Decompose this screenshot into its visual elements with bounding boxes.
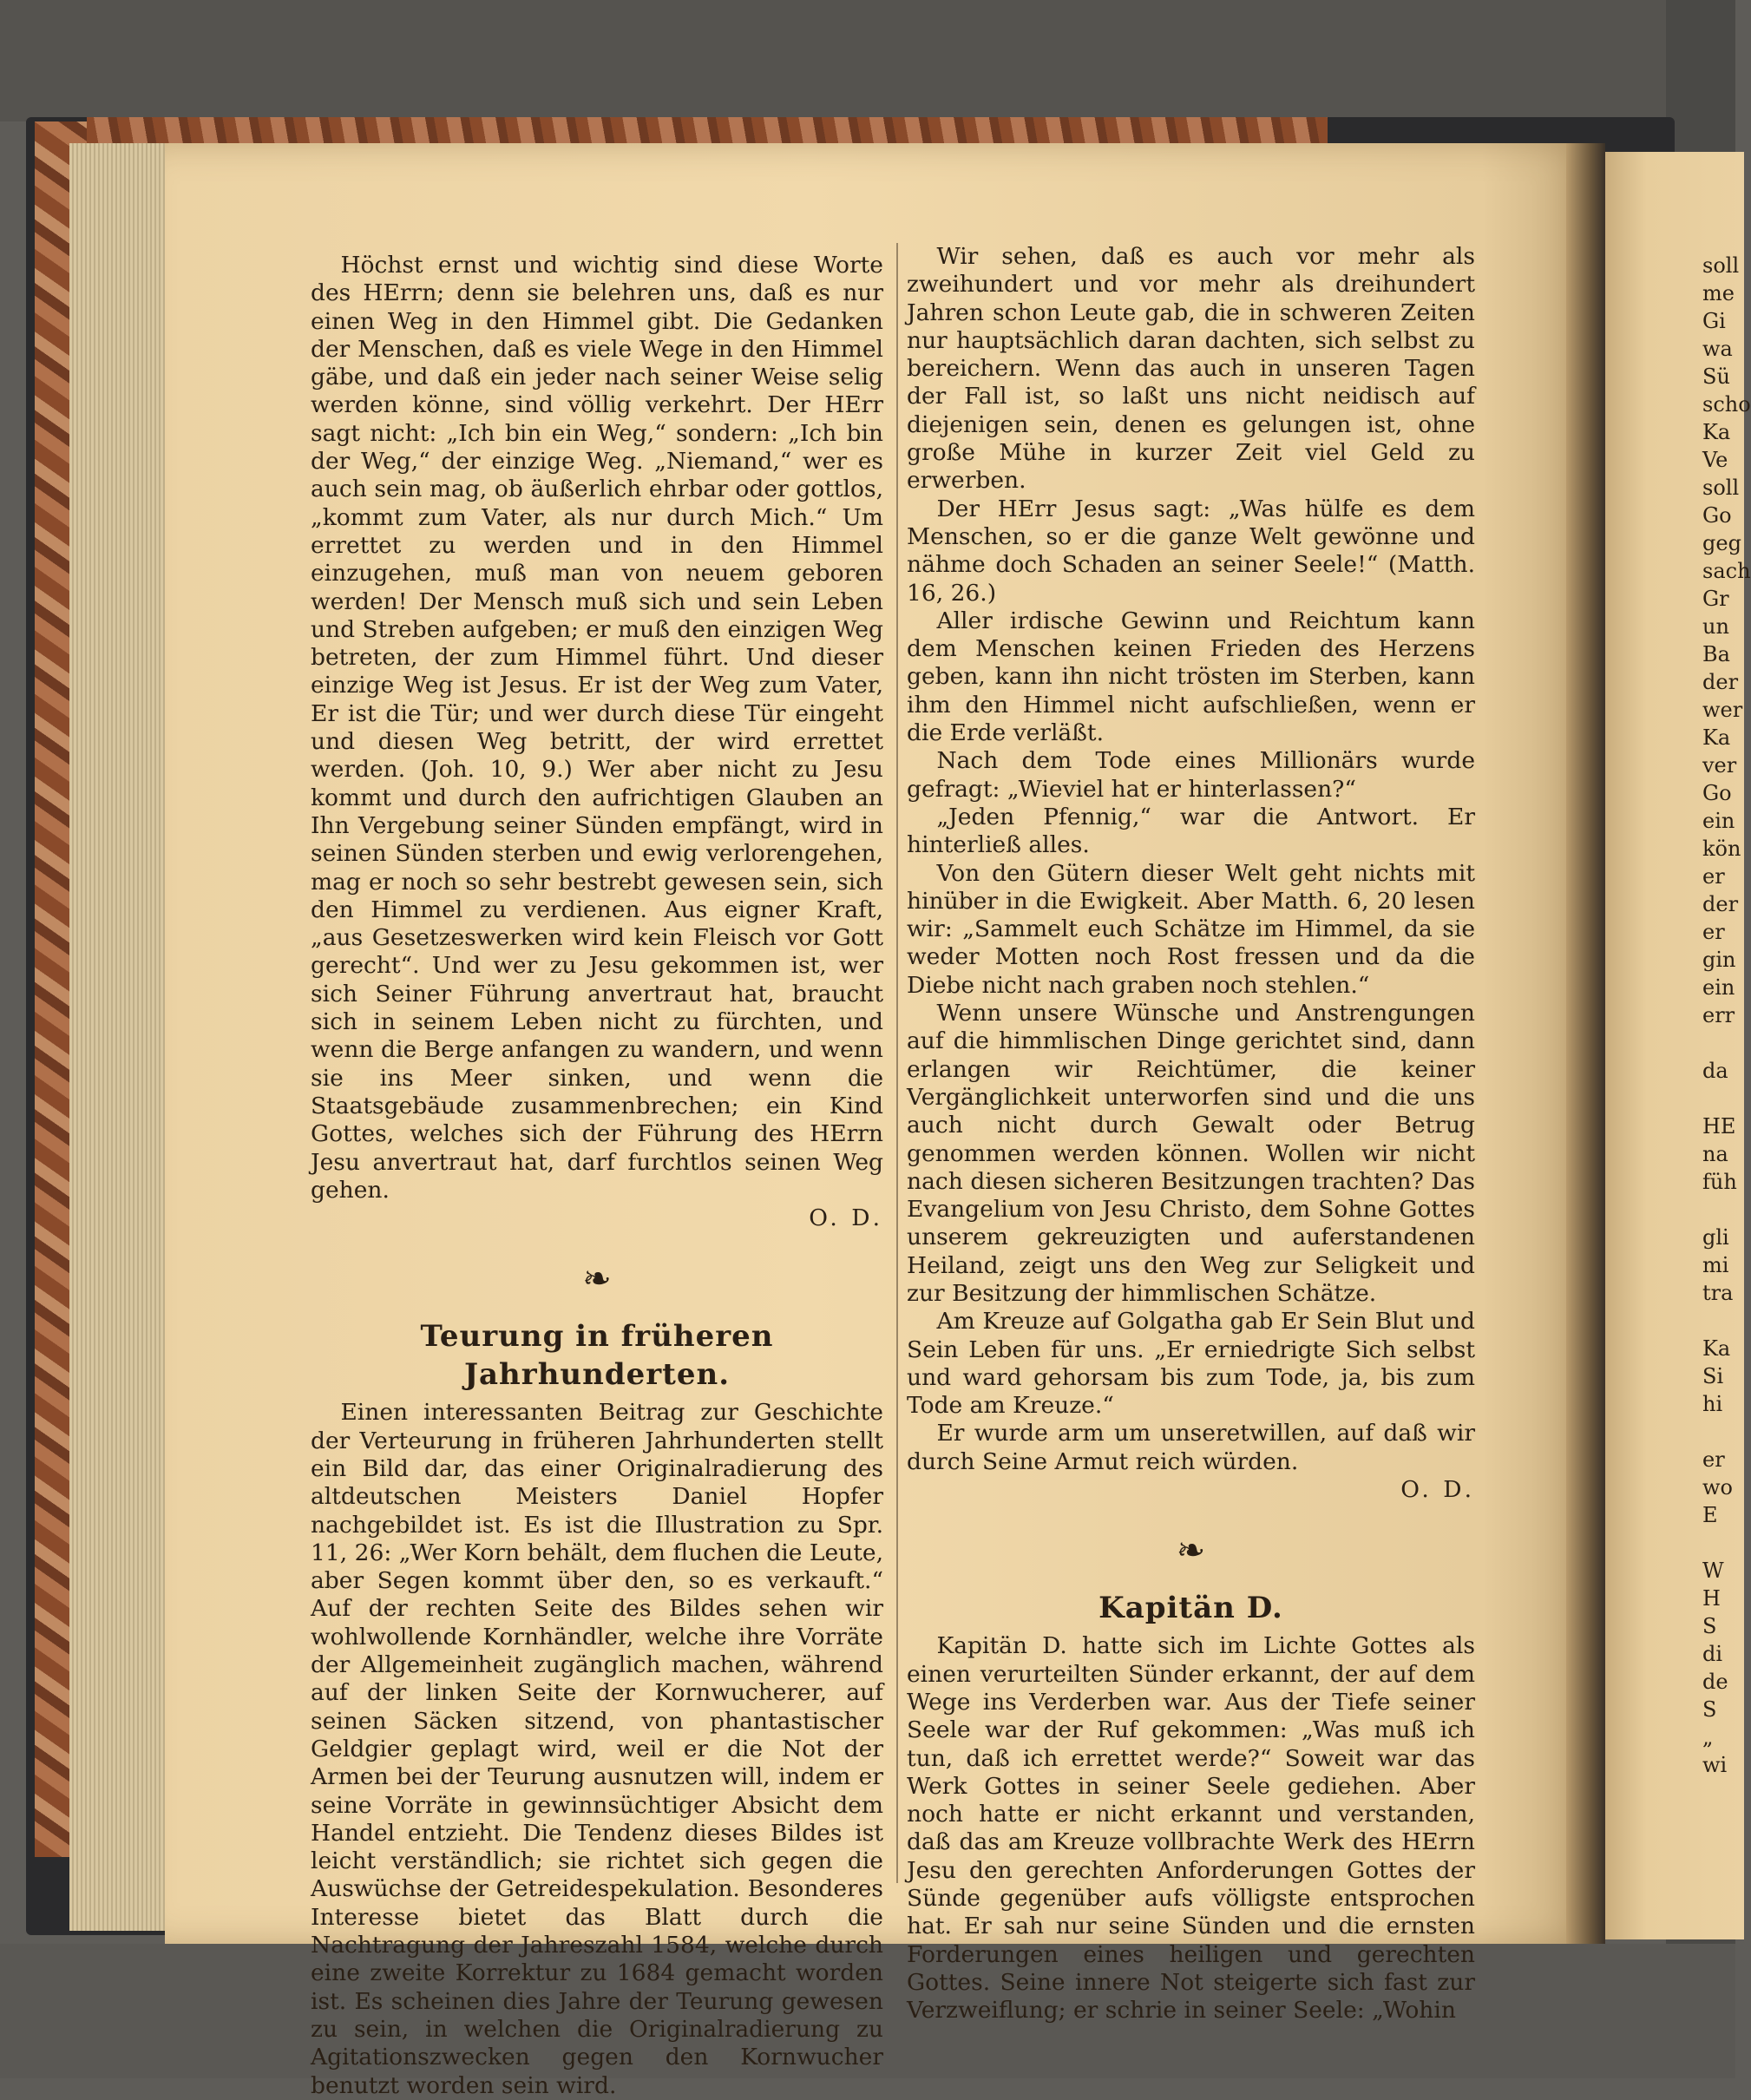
paragraph: Wenn unsere Wünsche und Anstrengungen auf die himmlischen Dinge gerichtet sind, dann erlangen wir Reichtümer, die keiner Vergänglichkeit unterworfen sind und die uns auch nicht durch Gewalt oder Betrug genommen werden können. Wollen wir nicht nach diesen sicheren Besitzungen trachten? Das Evangelium von Jesu Christo, dem Sohne Gottes unserem gekreuzigten und auferstandenen Heiland, zeigt uns den Weg zur Seligkeit und zur Besitzung der himmlischen Schätze.: [907, 1000, 1475, 1307]
next-page-fragment: Ve: [1702, 448, 1728, 472]
next-page-fragment: der: [1702, 892, 1739, 916]
next-page-fragment: Ka: [1702, 420, 1731, 444]
next-page-fragment: [1702, 1196, 1737, 1224]
next-page-fragment: na: [1702, 1142, 1728, 1166]
next-page-fragment: er: [1702, 920, 1725, 944]
next-page-fragment: [1702, 1029, 1737, 1057]
next-page-fragment: W: [1702, 1559, 1724, 1583]
next-page-fragment: Si: [1702, 1364, 1724, 1388]
next-page-fragment: ein: [1702, 975, 1735, 1000]
book-gutter: [1566, 143, 1605, 1944]
next-page-fragment: Ba: [1702, 642, 1730, 666]
next-page-fragment: hi: [1702, 1392, 1723, 1416]
next-page-fragment: kön: [1702, 837, 1741, 861]
next-page-fragment: ver: [1702, 753, 1737, 778]
next-page-fragment: Ka: [1702, 1336, 1731, 1361]
next-page-fragment: H: [1702, 1586, 1721, 1611]
paragraph: „Jeden Pfennig,“ war die Antwort. Er hinterließ alles.: [907, 803, 1475, 859]
article-heading: Teurung in früheren Jahrhunderten.: [420, 1319, 774, 1393]
next-page-fragment: Go: [1702, 503, 1732, 528]
paragraph: Höchst ernst und wichtig sind diese Worte des HErrn; denn sie belehren uns, daß es nur einen Weg in den Himmel gibt. Die Gedanken der Menschen, daß es viele Wege in den Himmel gäbe, und daß ein jeder nach seiner Weise selig werden könne, sind völlig verkehrt. Der HErr sagt nicht: „Ich bin ein Weg,“ sondern: „Ich bin der Weg,“ der einzige Weg. „Niemand,“ wer es auch sein mag, ob äußerlich ehrbar oder gottlos, „kommt zum Vater, als nur durch Mich.“ Um errettet zu werden und in den Himmel einzugehen, muß man von neuem geboren werden! Der Mensch muß sich und sein Leben und Streben aufgeben; er muß den einzigen Weg betreten, der zum Himmel führt. Und dieser einzige Weg ist Jesus. Er ist der Weg zum Vater, Er ist die Tür; und wer durch diese Tür eingeht und diesen Weg betritt, der wird errettet werden. (Joh. 10, 9.) Wer aber nicht zu Jesu kommt und durch den aufrichtigen Glauben an Ihn Vergebung seiner Sünden empfängt, wird in seinen Sünden sterben und ewig verlorengehen, mag er noch so sehr bestrebt gewesen sein, sich den Himmel zu verdienen. Aus eigner Kraft, „aus Gesetzeswerken wird kein Fleisch vor Gott gerecht“. Und wer zu Jesu gekommen ist, wer sich Seiner Führung anvertraut hat, braucht sich in seinem Leben nicht zu fürchten, und wenn die Berge anfangen zu wandern, und wenn sie ins Meer sinken, und wenn die Staatsgebäude zusammenbrechen; ein Kind Gottes, welches sich der Führung des HErrn Jesu anvertraut hat, darf furchtlos seinen Weg gehen.: [311, 252, 883, 1204]
next-page-fragment: Gr: [1702, 587, 1729, 611]
next-page-fragment: wa: [1702, 337, 1733, 361]
paragraph: Wir sehen, daß es auch vor mehr als zweihundert und vor mehr als dreihundert Jahren schon Leute gab, die in schweren Zeiten nur hauptsächlich daran dachten, sich selbst zu bereichern. Wenn das auch in unseren Tagen der Fall ist, so laßt uns nicht neidisch auf diejenigen sein, denen es gelungen ist, ohne große Mühe in kurzer Zeit viel Geld zu erwerben.: [907, 243, 1475, 495]
ornament: ❧: [1176, 1531, 1206, 1572]
next-page-fragment: gin: [1702, 948, 1736, 972]
next-page-fragment: [1702, 1307, 1737, 1335]
next-page-fragment: geg: [1702, 531, 1741, 555]
next-page-fragment: scho: [1702, 392, 1751, 417]
paragraph: Er wurde arm um unseretwillen, auf daß wir durch Seine Armut reich würden.: [907, 1420, 1475, 1475]
right-column: [907, 243, 1475, 2025]
next-page-fragment: er: [1702, 1447, 1725, 1472]
signature: O. D.: [809, 1204, 883, 1232]
column-divider: [896, 243, 898, 1883]
next-page-fragment: füh: [1702, 1170, 1737, 1194]
next-page-fragment: ein: [1702, 809, 1735, 833]
next-page-fragment: da: [1702, 1059, 1728, 1083]
next-page-fragment: Go: [1702, 781, 1732, 805]
next-page-fragment: Gi: [1702, 309, 1726, 333]
ornament: ❧: [582, 1259, 612, 1300]
next-page-fragment: err: [1702, 1003, 1735, 1027]
next-page-fragment: soll: [1702, 476, 1740, 500]
paragraph: Kapitän D. hatte sich im Lichte Gottes als einen verurteilten Sünder erkannt, der auf dem Wege ins Verderben war. Aus der Tiefe seiner Seele war der Ruf gekommen: „Was muß ich tun, daß ich errettet werde?“ Soweit war das Werk Gottes in seiner Seele gediehen. Aber noch hatte er nicht erkannt und verstanden, daß das am Kreuze vollbrachte Werk des HErrn Jesu den gerechten Anforderungen Gottes der Sünde gegenüber aufs völligste entsprochen hat. Er sah nur seine Sünden und die ernsten Forderungen eines heiligen und gerechten Gottes. Seine innere Not steigerte sich fast zur Verzweiflung; er schrie in seiner Seele: „Wohin: [907, 1632, 1475, 2025]
next-page-fragment: de: [1702, 1670, 1728, 1694]
next-page-fragment: wo: [1702, 1475, 1733, 1500]
next-page-fragment: der: [1702, 670, 1739, 694]
signature: O. D.: [1400, 1476, 1475, 1504]
next-page-fragment: tra: [1702, 1281, 1734, 1305]
page-stack-edges: [69, 143, 167, 1931]
next-page-fragment: wer: [1702, 698, 1743, 722]
next-page-fragment: wi: [1702, 1753, 1728, 1777]
paragraph: Aller irdische Gewinn und Reichtum kann dem Menschen keinen Frieden des Herzens geben, kann ihn nicht trösten im Sterben, kann ihm den Himmel nicht aufschließen, wenn er die Erde verläßt.: [907, 607, 1475, 747]
paragraph: Von den Gütern dieser Welt geht nichts mit hinüber in die Ewigkeit. Aber Matth. 6, 20 lesen wir: „Sammelt euch Schätze im Himmel, da sie weder Motten noch Rost fressen und da die Diebe nicht nach graben noch stehlen.“: [907, 859, 1475, 999]
paragraph: Einen interessanten Beitrag zur Geschichte der Verteurung in früheren Jahrhunderten stellt ein Bild dar, das einer Originalradierung des altdeutschen Meisters Daniel Hopfer nachgebildet ist. Es ist die Illustration zu Spr. 11, 26: „Wer Korn behält, dem fluchen die Leute, aber Segen kommt über den, so es verkauft.“ Auf der rechten Seite des Bildes sehen wir wohlwollende Kornhändler, welche ihre Vorräte der Allgemeinheit zugänglich machen, während auf der linken Seite der Kornwucherer, auf seinen Säcken sitzend, von phantastischer Geldgier geplagt wird, weil er die Not der Armen bei der Teurung ausnutzen will, indem er seine Vorräte in gewinnsüchtiger Absicht dem Handel entzieht. Die Tendenz dieses Bildes ist leicht verständlich; sie richtet sich gegen die Auswüchse der Getreidespekulation. Besonderes Interesse bietet das Blatt durch die Nachtragung der Jahreszahl 1584, welche durch eine zweite Korrektur zu 1684 gemacht worden ist. Es scheinen dies Jahre der Teurung gewesen zu sein, in welchen die Originalradierung zu Agitationszwecken gegen den Kornwucher benutzt worden sein wird.: [311, 1399, 883, 2099]
next-page-fragment: me: [1702, 281, 1735, 305]
next-page-fragment: HE: [1702, 1114, 1736, 1139]
next-page-fragment: [1702, 1418, 1737, 1446]
next-page-fragment: S: [1702, 1614, 1717, 1638]
next-page-fragment: [1702, 1085, 1737, 1112]
next-page-fragment: er: [1702, 864, 1725, 889]
paragraph: Nach dem Tode eines Millionärs wurde gefragt: „Wieviel hat er hinterlassen?“: [907, 747, 1475, 803]
next-page-fragment: [1702, 1529, 1737, 1557]
paragraph: Am Kreuze auf Golgatha gab Er Sein Blut und Sein Leben für uns. „Er erniedrigte Sich selbst und ward gehorsam bis zum Tode, ja, bis zum Tode am Kreuze.“: [907, 1308, 1475, 1420]
next-page-text-fragments: [1702, 252, 1751, 1779]
next-page-fragment: soll: [1702, 253, 1740, 278]
left-column: [311, 252, 883, 2100]
next-page-fragment: Sü: [1702, 364, 1730, 389]
next-page-fragment: sach: [1702, 559, 1751, 583]
next-page-fragment: S: [1702, 1697, 1717, 1722]
background-top: [0, 0, 1735, 121]
next-page-fragment: un: [1702, 614, 1729, 639]
next-page-fragment: di: [1702, 1642, 1723, 1666]
paragraph: Der HErr Jesus sagt: „Was hülfe es dem Menschen, so er die ganze Welt gewönne und nähme doch Schaden an seiner Seele!“ (Matth. 16, 26.): [907, 495, 1475, 607]
article-heading: Kapitän D.: [1098, 1591, 1283, 1626]
next-page-fragment: E: [1702, 1503, 1718, 1527]
next-page-fragment: Ka: [1702, 725, 1731, 750]
next-page-fragment: gli: [1702, 1225, 1729, 1250]
next-page-fragment: „: [1702, 1725, 1714, 1749]
next-page-fragment: mi: [1702, 1253, 1729, 1277]
